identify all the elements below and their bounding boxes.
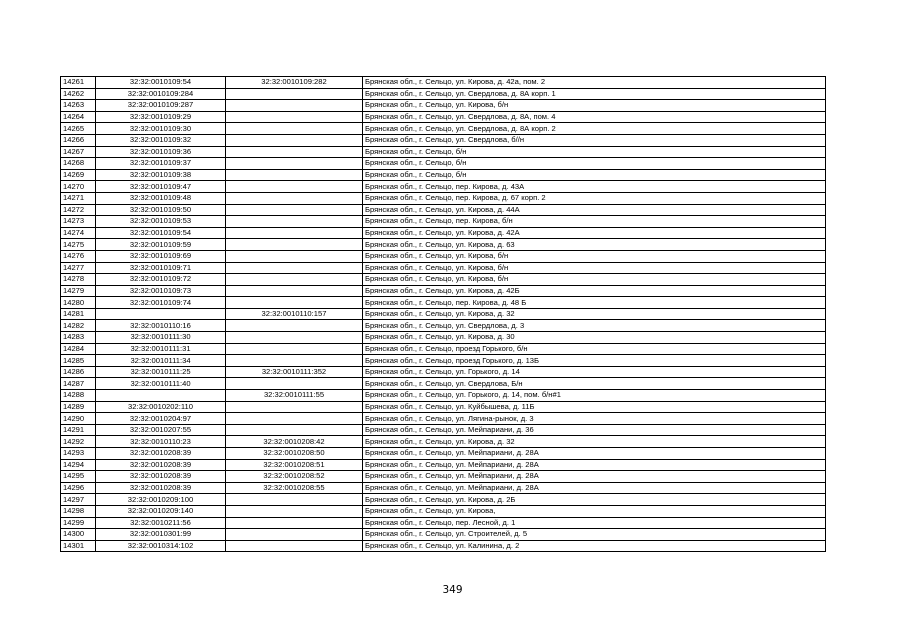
address-cell: Брянская обл., г. Сельцо, ул. Кирова, [363,505,826,517]
address-cell: Брянская обл., г. Сельцо, ул. Мейпариани, д. 28А [363,471,826,483]
address-cell: Брянская обл., г. Сельцо, ул. Кирова, д. 30 [363,332,826,344]
cadastral-number-cell: 32:32:0010208:39 [96,482,226,494]
address-cell: Брянская обл., г. Сельцо, пер. Кирова, д. 48 Б [363,297,826,309]
page-number: 349 [442,584,463,596]
row-number-cell: 14275 [61,239,96,251]
row-number-cell: 14267 [61,146,96,158]
address-cell: Брянская обл., г. Сельцо, ул. Мейпариани, д. 28А [363,459,826,471]
cadastral-number-cell: 32:32:0010111:25 [96,366,226,378]
table-row [61,517,826,529]
registry-table-body [61,77,826,552]
linked-cadastral-number-cell [226,123,363,135]
linked-cadastral-number-cell [226,146,363,158]
table-row [61,239,826,251]
table-row [61,181,826,193]
table-row [61,158,826,170]
address-cell: Брянская обл., г. Сельцо, ул. Лягина-рынок, д. 3 [363,413,826,425]
address-cell: Брянская обл., г. Сельцо, ул. Куйбышева, д. 11Б [363,401,826,413]
registry-table [60,76,826,552]
cadastral-number-cell: 32:32:0010109:54 [96,227,226,239]
table-row [61,320,826,332]
row-number-cell: 14264 [61,111,96,123]
address-cell: Брянская обл., г. Сельцо, ул. Кирова, б/н [363,250,826,262]
address-cell: Брянская обл., г. Сельцо, б/н [363,169,826,181]
table-row [61,540,826,552]
row-number-cell: 14283 [61,332,96,344]
linked-cadastral-number-cell: 32:32:0010208:42 [226,436,363,448]
cadastral-number-cell: 32:32:0010109:32 [96,134,226,146]
linked-cadastral-number-cell [226,285,363,297]
cadastral-number-cell: 32:32:0010111:34 [96,355,226,367]
linked-cadastral-number-cell [226,517,363,529]
table-row [61,77,826,89]
cadastral-number-cell: 32:32:0010109:48 [96,192,226,204]
cadastral-number-cell: 32:32:0010109:287 [96,100,226,112]
linked-cadastral-number-cell [226,100,363,112]
address-cell: Брянская обл., г. Сельцо, пер. Кирова, д. 43А [363,181,826,193]
cadastral-number-cell: 32:32:0010207:55 [96,424,226,436]
row-number-cell: 14294 [61,459,96,471]
cadastral-number-cell: 32:32:0010109:38 [96,169,226,181]
cadastral-number-cell: 32:32:0010110:16 [96,320,226,332]
cadastral-number-cell: 32:32:0010208:39 [96,471,226,483]
linked-cadastral-number-cell [226,413,363,425]
cadastral-number-cell: 32:32:0010208:39 [96,459,226,471]
table-row [61,204,826,216]
table-row [61,250,826,262]
linked-cadastral-number-cell [226,343,363,355]
row-number-cell: 14286 [61,366,96,378]
row-number-cell: 14270 [61,181,96,193]
table-row [61,88,826,100]
row-number-cell: 14281 [61,308,96,320]
cadastral-number-cell: 32:32:0010109:54 [96,77,226,89]
linked-cadastral-number-cell [226,505,363,517]
address-cell: Брянская обл., г. Сельцо, ул. Кирова, д. 2Б [363,494,826,506]
cadastral-number-cell: 32:32:0010109:284 [96,88,226,100]
linked-cadastral-number-cell [226,216,363,228]
address-cell: Брянская обл., г. Сельцо, ул. Строителей, д. 5 [363,529,826,541]
linked-cadastral-number-cell: 32:32:0010110:157 [226,308,363,320]
address-cell: Брянская обл., г. Сельцо, проезд Горького, д. 13Б [363,355,826,367]
row-number-cell: 14263 [61,100,96,112]
table-row [61,308,826,320]
address-cell: Брянская обл., г. Сельцо, пер. Кирова, б/н [363,216,826,228]
table-row [61,436,826,448]
address-cell: Брянская обл., г. Сельцо, ул. Горького, д. 14 [363,366,826,378]
cadastral-number-cell: 32:32:0010109:29 [96,111,226,123]
cadastral-number-cell: 32:32:0010109:36 [96,146,226,158]
address-cell: Брянская обл., г. Сельцо, ул. Мейпариани, д. 36 [363,424,826,436]
row-number-cell: 14262 [61,88,96,100]
row-number-cell: 14291 [61,424,96,436]
address-cell: Брянская обл., г. Сельцо, б/н [363,146,826,158]
cadastral-number-cell: 32:32:0010111:40 [96,378,226,390]
cadastral-number-cell: 32:32:0010314:102 [96,540,226,552]
linked-cadastral-number-cell [226,540,363,552]
row-number-cell: 14271 [61,192,96,204]
table-row [61,390,826,402]
table-row [61,192,826,204]
cadastral-number-cell: 32:32:0010110:23 [96,436,226,448]
address-cell: Брянская обл., г. Сельцо, ул. Свердлова, д. 8А, пом. 4 [363,111,826,123]
row-number-cell: 14293 [61,448,96,460]
address-cell: Брянская обл., г. Сельцо, ул. Кирова, д. 32 [363,308,826,320]
cadastral-number-cell: 32:32:0010301:99 [96,529,226,541]
cadastral-number-cell: 32:32:0010209:140 [96,505,226,517]
row-number-cell: 14273 [61,216,96,228]
cadastral-number-cell [96,390,226,402]
table-row [61,297,826,309]
cadastral-number-cell: 32:32:0010109:53 [96,216,226,228]
table-row [61,216,826,228]
address-cell: Брянская обл., г. Сельцо, ул. Кирова, д. 42А [363,227,826,239]
row-number-cell: 14298 [61,505,96,517]
linked-cadastral-number-cell: 32:32:0010208:50 [226,448,363,460]
linked-cadastral-number-cell [226,355,363,367]
linked-cadastral-number-cell [226,262,363,274]
linked-cadastral-number-cell [226,227,363,239]
linked-cadastral-number-cell [226,134,363,146]
linked-cadastral-number-cell: 32:32:0010208:55 [226,482,363,494]
table-row [61,262,826,274]
row-number-cell: 14300 [61,529,96,541]
address-cell: Брянская обл., г. Сельцо, ул. Мейпариани, д. 28А [363,448,826,460]
row-number-cell: 14280 [61,297,96,309]
row-number-cell: 14276 [61,250,96,262]
row-number-cell: 14289 [61,401,96,413]
address-cell: Брянская обл., г. Сельцо, ул. Калинина, д. 2 [363,540,826,552]
cadastral-number-cell: 32:32:0010109:73 [96,285,226,297]
linked-cadastral-number-cell: 32:32:0010208:51 [226,459,363,471]
address-cell: Брянская обл., г. Сельцо, ул. Кирова, б/н [363,262,826,274]
row-number-cell: 14297 [61,494,96,506]
cadastral-number-cell: 32:32:0010109:59 [96,239,226,251]
row-number-cell: 14278 [61,274,96,286]
table-row [61,100,826,112]
address-cell: Брянская обл., г. Сельцо, ул. Свердлова, д. 3 [363,320,826,332]
row-number-cell: 14268 [61,158,96,170]
linked-cadastral-number-cell [226,88,363,100]
table-row [61,274,826,286]
cadastral-number-cell: 32:32:0010211:56 [96,517,226,529]
linked-cadastral-number-cell [226,424,363,436]
cadastral-number-cell: 32:32:0010109:72 [96,274,226,286]
table-row [61,146,826,158]
cadastral-number-cell: 32:32:0010109:71 [96,262,226,274]
cadastral-number-cell: 32:32:0010109:74 [96,297,226,309]
table-row [61,366,826,378]
row-number-cell: 14269 [61,169,96,181]
row-number-cell: 14274 [61,227,96,239]
row-number-cell: 14292 [61,436,96,448]
table-row [61,529,826,541]
linked-cadastral-number-cell [226,250,363,262]
address-cell: Брянская обл., г. Сельцо, ул. Кирова, д. 63 [363,239,826,251]
linked-cadastral-number-cell: 32:32:0010111:352 [226,366,363,378]
row-number-cell: 14296 [61,482,96,494]
table-row [61,482,826,494]
linked-cadastral-number-cell: 32:32:0010208:52 [226,471,363,483]
row-number-cell: 14290 [61,413,96,425]
address-cell: Брянская обл., г. Сельцо, ул. Кирова, б/н [363,274,826,286]
address-cell: Брянская обл., г. Сельцо, б/н [363,158,826,170]
linked-cadastral-number-cell [226,332,363,344]
row-number-cell: 14272 [61,204,96,216]
table-row [61,459,826,471]
linked-cadastral-number-cell [226,274,363,286]
table-row [61,424,826,436]
address-cell: Брянская обл., г. Сельцо, пер. Кирова, д. 67 корп. 2 [363,192,826,204]
cadastral-number-cell: 32:32:0010209:100 [96,494,226,506]
table-row [61,227,826,239]
linked-cadastral-number-cell [226,378,363,390]
cadastral-number-cell: 32:32:0010111:31 [96,343,226,355]
row-number-cell: 14287 [61,378,96,390]
linked-cadastral-number-cell: 32:32:0010111:55 [226,390,363,402]
linked-cadastral-number-cell [226,401,363,413]
table-row [61,505,826,517]
address-cell: Брянская обл., г. Сельцо, ул. Кирова, б/н [363,100,826,112]
table-row [61,332,826,344]
cadastral-number-cell: 32:32:0010109:30 [96,123,226,135]
address-cell: Брянская обл., г. Сельцо, ул. Горького, д. 14, пом. б/н#1 [363,390,826,402]
cadastral-number-cell: 32:32:0010109:69 [96,250,226,262]
table-row [61,448,826,460]
address-cell: Брянская обл., г. Сельцо, ул. Свердлова, д. 8А корп. 2 [363,123,826,135]
linked-cadastral-number-cell [226,204,363,216]
linked-cadastral-number-cell [226,158,363,170]
table-row [61,401,826,413]
table-row [61,123,826,135]
linked-cadastral-number-cell: 32:32:0010109:282 [226,77,363,89]
linked-cadastral-number-cell [226,494,363,506]
address-cell: Брянская обл., г. Сельцо, ул. Кирова, д. 42а, пом. 2 [363,77,826,89]
table-row [61,343,826,355]
linked-cadastral-number-cell [226,181,363,193]
cadastral-number-cell: 32:32:0010202:110 [96,401,226,413]
row-number-cell: 14266 [61,134,96,146]
row-number-cell: 14301 [61,540,96,552]
table-row [61,285,826,297]
table-row [61,494,826,506]
cadastral-number-cell: 32:32:0010111:30 [96,332,226,344]
address-cell: Брянская обл., г. Сельцо, ул. Свердлова, б//н [363,134,826,146]
row-number-cell: 14261 [61,77,96,89]
row-number-cell: 14279 [61,285,96,297]
row-number-cell: 14282 [61,320,96,332]
table-row [61,169,826,181]
linked-cadastral-number-cell [226,111,363,123]
cadastral-number-cell [96,308,226,320]
address-cell: Брянская обл., г. Сельцо, ул. Кирова, д. 32 [363,436,826,448]
linked-cadastral-number-cell [226,320,363,332]
linked-cadastral-number-cell [226,297,363,309]
address-cell: Брянская обл., г. Сельцо, ул. Кирова, д. 42Б [363,285,826,297]
table-row [61,378,826,390]
row-number-cell: 14284 [61,343,96,355]
address-cell: Брянская обл., г. Сельцо, ул. Свердлова, д. 8А корп. 1 [363,88,826,100]
table-row [61,355,826,367]
linked-cadastral-number-cell [226,192,363,204]
row-number-cell: 14277 [61,262,96,274]
address-cell: Брянская обл., г. Сельцо, пер. Лесной, д. 1 [363,517,826,529]
row-number-cell: 14288 [61,390,96,402]
linked-cadastral-number-cell [226,529,363,541]
cadastral-number-cell: 32:32:0010109:47 [96,181,226,193]
linked-cadastral-number-cell [226,169,363,181]
address-cell: Брянская обл., г. Сельцо, проезд Горького, б/н [363,343,826,355]
cadastral-number-cell: 32:32:0010109:37 [96,158,226,170]
cadastral-number-cell: 32:32:0010208:39 [96,448,226,460]
table-row [61,134,826,146]
linked-cadastral-number-cell [226,239,363,251]
table-row [61,413,826,425]
table-row [61,111,826,123]
address-cell: Брянская обл., г. Сельцо, ул. Мейпариани, д. 28А [363,482,826,494]
cadastral-number-cell: 32:32:0010109:50 [96,204,226,216]
cadastral-number-cell: 32:32:0010204:97 [96,413,226,425]
table-row [61,471,826,483]
row-number-cell: 14265 [61,123,96,135]
row-number-cell: 14285 [61,355,96,367]
row-number-cell: 14295 [61,471,96,483]
row-number-cell: 14299 [61,517,96,529]
address-cell: Брянская обл., г. Сельцо, ул. Кирова, д. 44А [363,204,826,216]
address-cell: Брянская обл., г. Сельцо, ул. Свердлова, Б/н [363,378,826,390]
